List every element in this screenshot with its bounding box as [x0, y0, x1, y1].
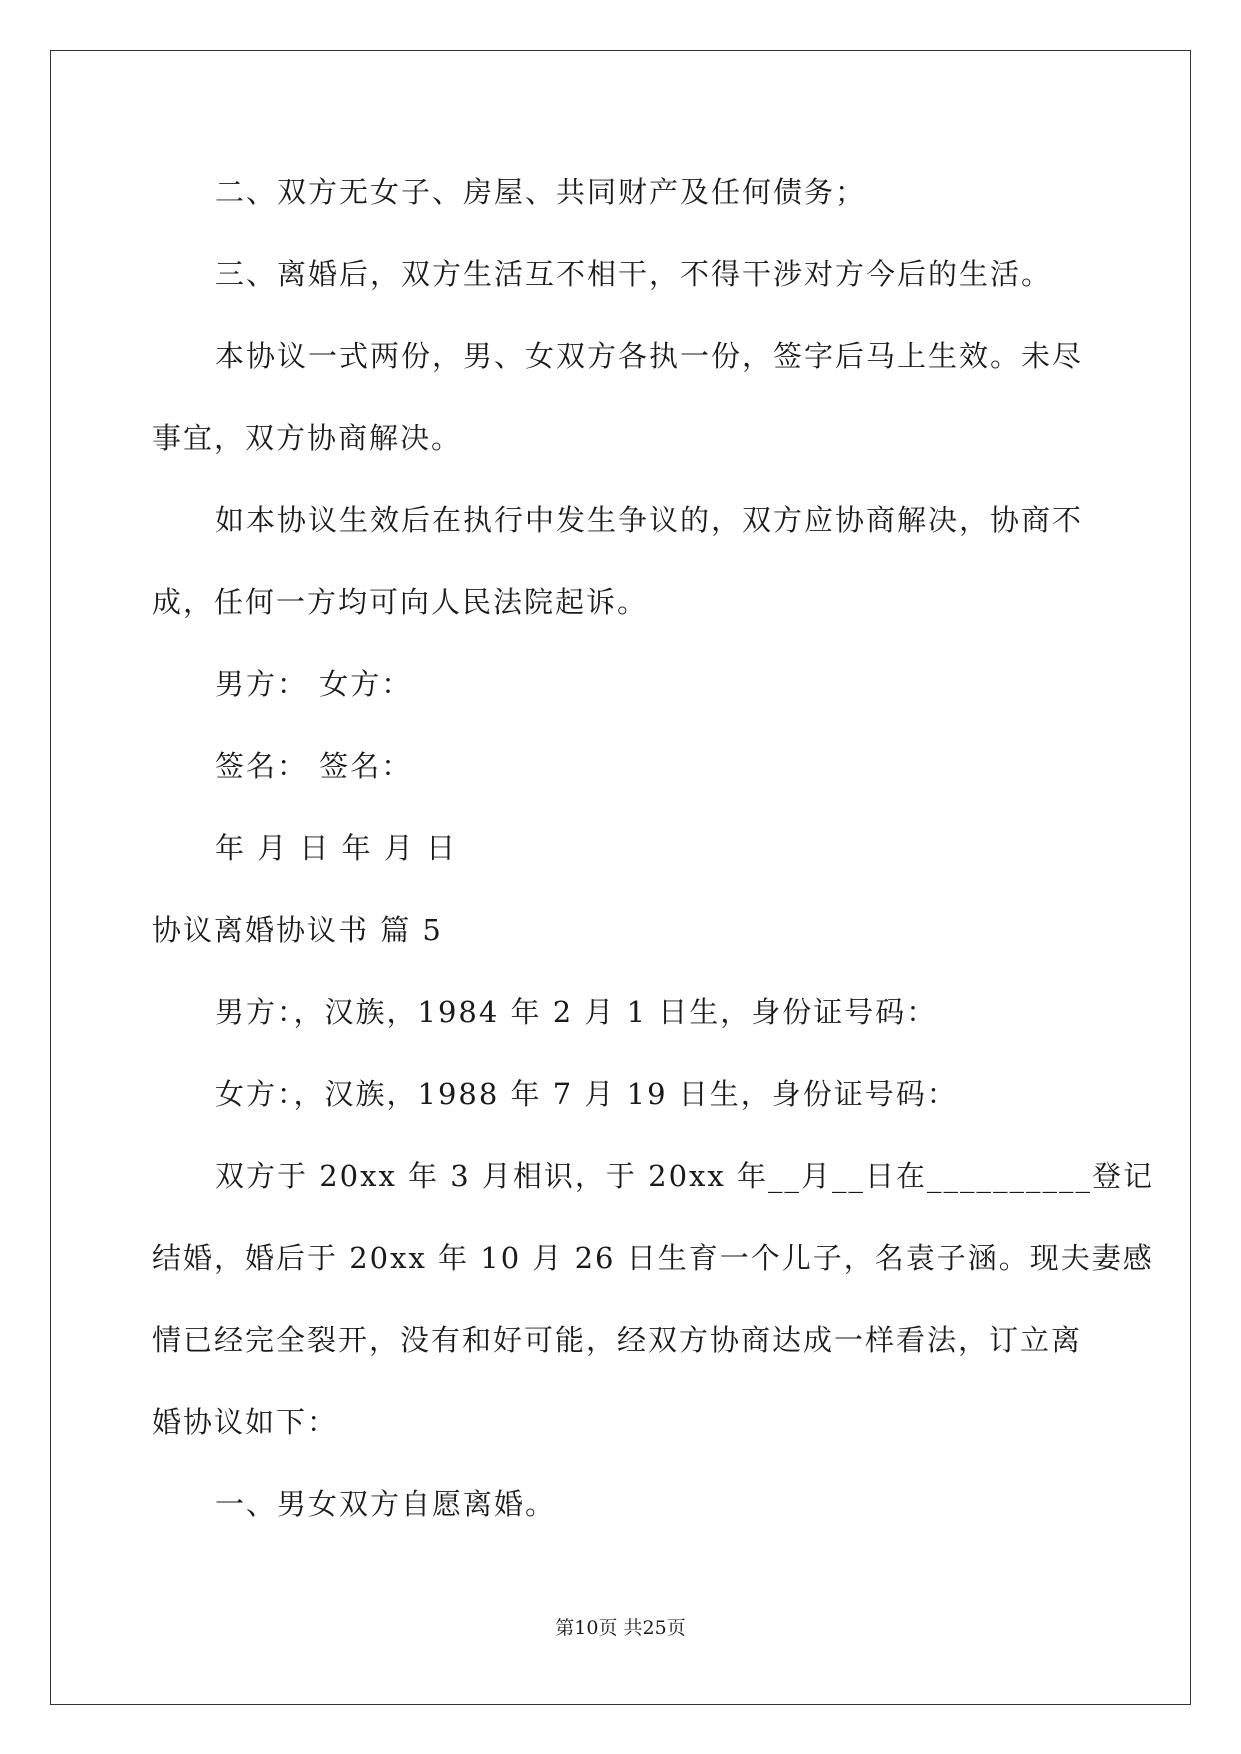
signatures-line: 签名： 签名： [215, 749, 413, 783]
male-party-line: 男方：，汉族，1984 年 2 月 1 日生，身份证号码： [215, 995, 938, 1029]
clause-2-line: 二、双方无女子、房屋、共同财产及任何债务； [215, 175, 867, 209]
background-paragraph-line-4: 婚协议如下： [152, 1405, 339, 1439]
section-heading: 协议离婚协议书 篇 5 [152, 913, 443, 947]
dispute-paragraph-line-2: 成，任何一方均可向人民法院起诉。 [152, 585, 649, 619]
background-paragraph-line-2: 结婚，婚后于 20xx 年 10 月 26 日生育一个儿子，名袁子涵。现夫妻感 [152, 1241, 1154, 1275]
copies-paragraph-line-1: 本协议一式两份，男、女双方各执一份，签字后马上生效。未尽 [215, 339, 1084, 373]
clause-3-line: 三、离婚后，双方生活互不相干，不得干涉对方今后的生活。 [215, 257, 1053, 291]
page-border [50, 50, 1191, 1705]
parties-line: 男方： 女方： [215, 667, 413, 701]
background-paragraph-line-3: 情已经完全裂开，没有和好可能，经双方协商达成一样看法，订立离 [152, 1323, 1083, 1357]
dates-line: 年 月 日 年 月 日 [215, 831, 458, 865]
copies-paragraph-line-2: 事宜，双方协商解决。 [152, 421, 463, 455]
female-party-line: 女方：，汉族，1988 年 7 月 19 日生，身份证号码： [215, 1077, 958, 1111]
page-number-footer: 第10页 共25页 [555, 1617, 686, 1639]
clause-1-line: 一、男女双方自愿离婚。 [215, 1487, 557, 1521]
dispute-paragraph-line-1: 如本协议生效后在执行中发生争议的，双方应协商解决，协商不 [215, 503, 1084, 537]
background-paragraph-line-1: 双方于 20xx 年 3 月相识，于 20xx 年__月__日在__________登记 [215, 1159, 1154, 1193]
